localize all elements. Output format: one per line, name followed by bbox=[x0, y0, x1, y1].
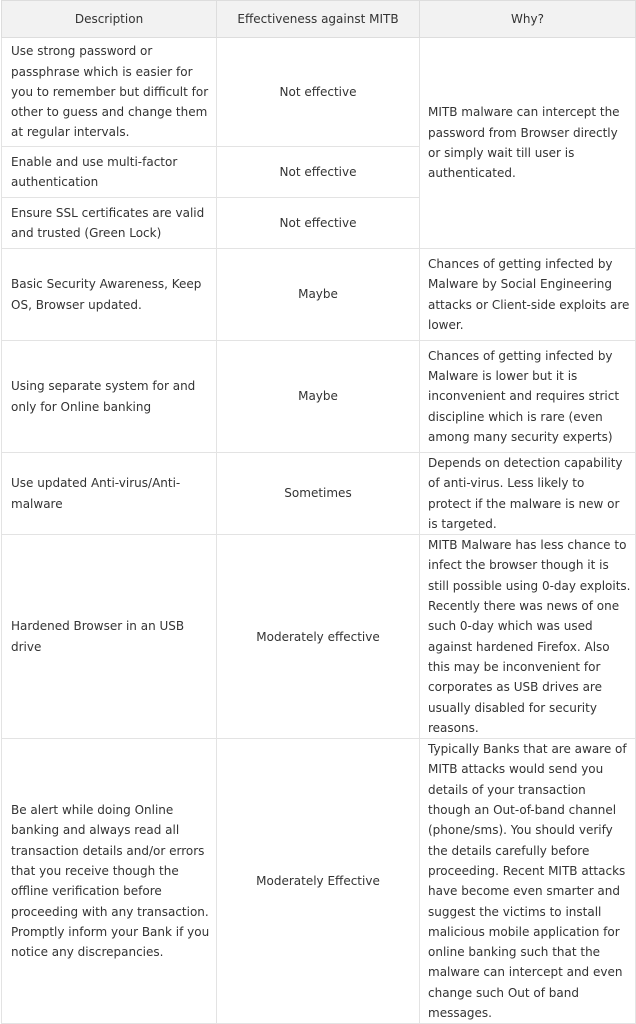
effectiveness-cell: Maybe bbox=[217, 249, 420, 341]
why-cell: Chances of getting infected by Malware by Social Engineering attacks or Client-side exploits are lower. bbox=[420, 249, 636, 341]
header-row bbox=[2, 1, 636, 38]
table-row bbox=[2, 249, 636, 341]
why-cell: Typically Banks that are aware of MITB attacks would send you details of your transaction though an Out-of-band channel (phone/sms). You should verify the details carefully before proceeding. Recent MITB attacks have become even smarter and suggest the victims to install malicious mobile application for online banking such that the malware can intercept and even change such Out of band messages. bbox=[420, 739, 636, 1024]
description-cell: Hardened Browser in an USB drive bbox=[2, 535, 217, 739]
why-cell: MITB Malware has less chance to infect the browser though it is still possible using 0-day exploits. Recently there was news of one such 0-day which was used against hardened Firefox. Also this may be inconvenient for corporates as USB drives are usually disabled for security reasons. bbox=[420, 535, 636, 739]
header-effectiveness: Effectiveness against MITB bbox=[217, 1, 420, 38]
description-cell: Use updated Anti-virus/Anti-malware bbox=[2, 453, 217, 535]
header-description: Description bbox=[2, 1, 217, 38]
table-row bbox=[2, 453, 636, 535]
table-body bbox=[2, 38, 636, 1024]
mitb-mitigation-table bbox=[1, 0, 636, 1024]
effectiveness-cell: Not effective bbox=[217, 198, 420, 249]
effectiveness-cell: Not effective bbox=[217, 147, 420, 198]
description-cell: Ensure SSL certificates are valid and trusted (Green Lock) bbox=[2, 198, 217, 249]
effectiveness-cell: Sometimes bbox=[217, 453, 420, 535]
effectiveness-cell: Not effective bbox=[217, 38, 420, 147]
header-why: Why? bbox=[420, 1, 636, 38]
why-cell: Chances of getting infected by Malware is lower but it is inconvenient and requires strict discipline which is rare (even among many security experts) bbox=[420, 341, 636, 453]
why-cell: MITB malware can intercept the password from Browser directly or simply wait till user is authenticated. bbox=[420, 38, 636, 249]
description-cell: Be alert while doing Online banking and always read all transaction details and/or errors that you receive though the offline verification before proceeding with any transaction. Promptly inform your Bank if you notice any discrepancies. bbox=[2, 739, 217, 1024]
table-row bbox=[2, 341, 636, 453]
effectiveness-cell: Maybe bbox=[217, 341, 420, 453]
table-header bbox=[2, 1, 636, 38]
table-row bbox=[2, 535, 636, 739]
description-cell: Basic Security Awareness, Keep OS, Browser updated. bbox=[2, 249, 217, 341]
why-cell: Depends on detection capability of anti-virus. Less likely to protect if the malware is new or is targeted. bbox=[420, 453, 636, 535]
table-row bbox=[2, 739, 636, 1024]
description-cell: Use strong password or passphrase which is easier for you to remember but difficult for other to guess and change them at regular intervals. bbox=[2, 38, 217, 147]
description-cell: Using separate system for and only for Online banking bbox=[2, 341, 217, 453]
description-cell: Enable and use multi-factor authentication bbox=[2, 147, 217, 198]
table-row bbox=[2, 38, 636, 147]
effectiveness-cell: Moderately Effective bbox=[217, 739, 420, 1024]
effectiveness-cell: Moderately effective bbox=[217, 535, 420, 739]
